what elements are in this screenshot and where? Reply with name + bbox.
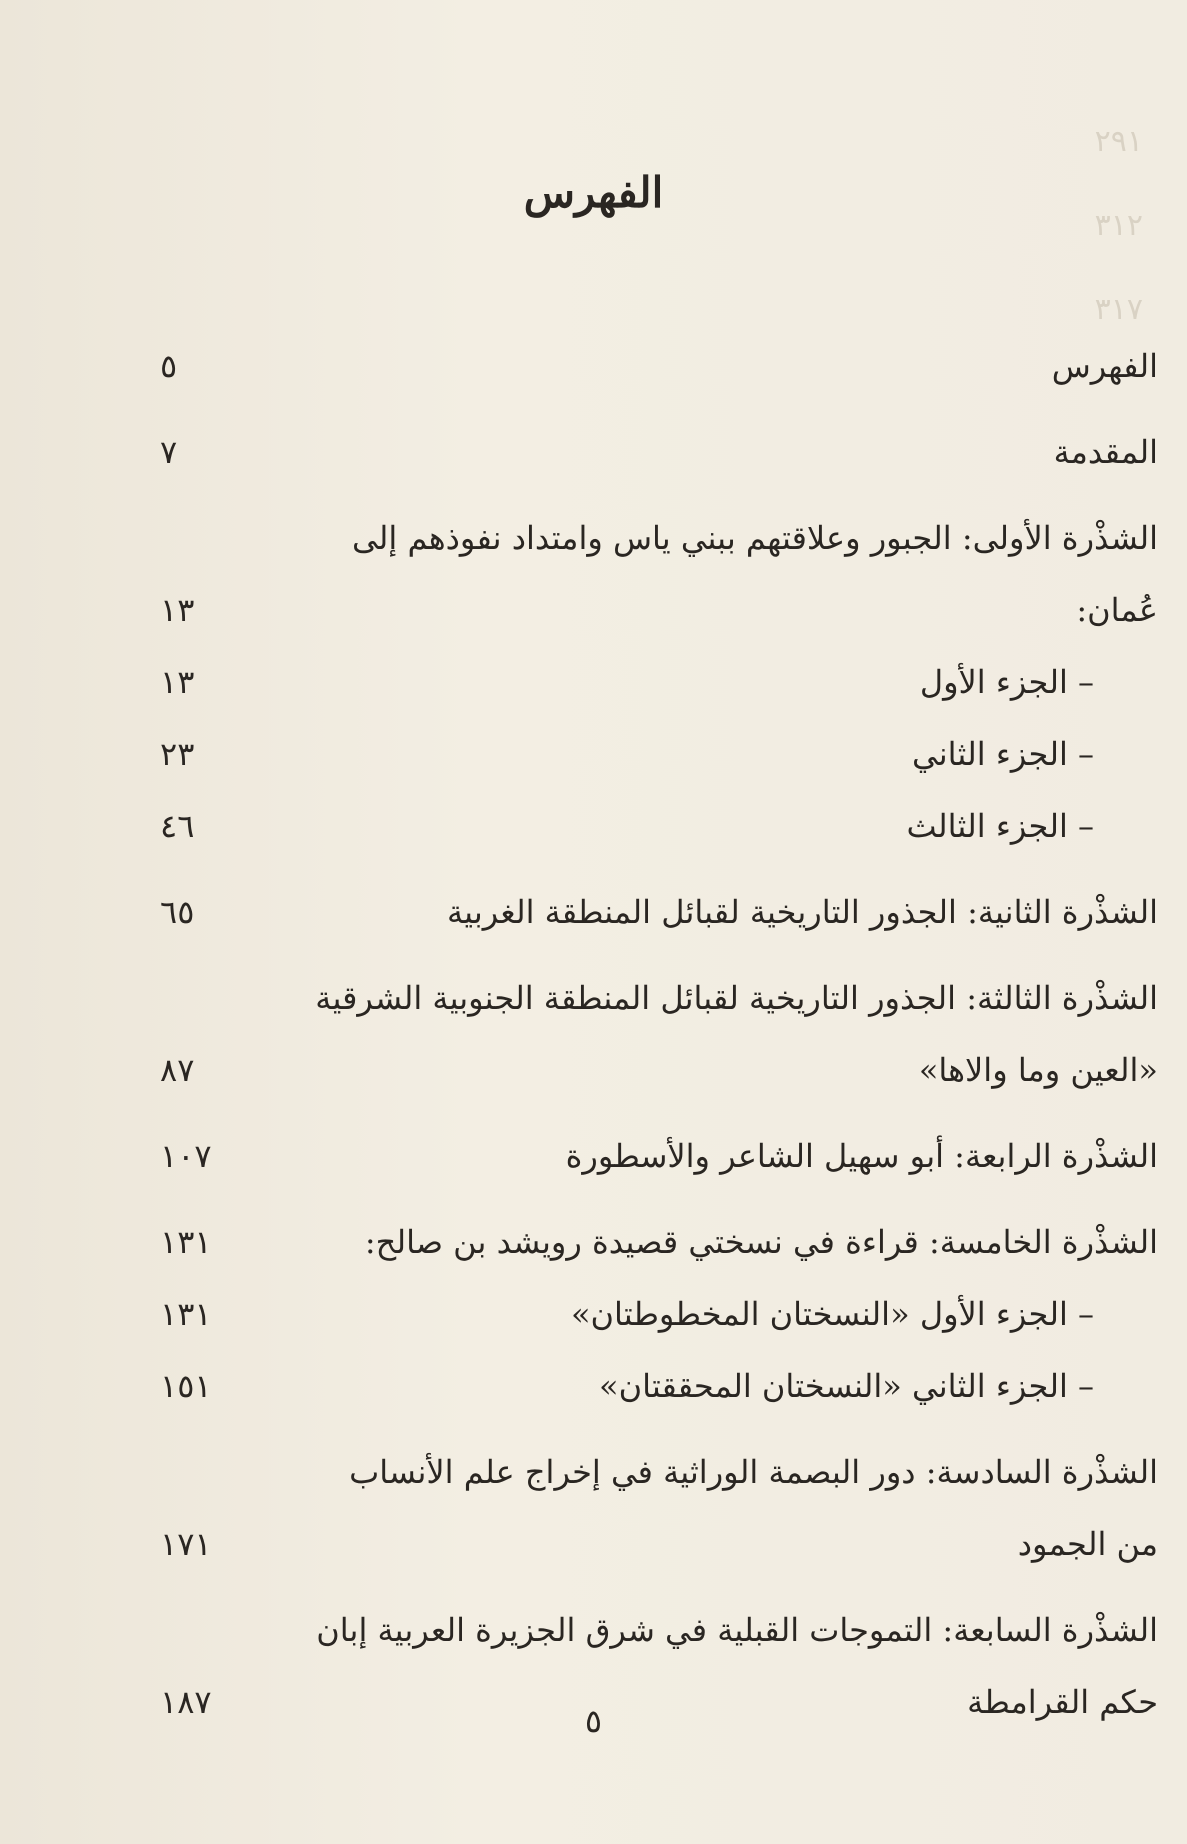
toc-entry-label: – الجزء الثاني «النسختان المحققتان» <box>599 1350 1158 1422</box>
toc-entry-chapter-2[interactable] <box>160 876 1158 948</box>
toc-subentry-1-part-1[interactable] <box>160 646 1158 718</box>
toc-entry-label: – الجزء الثاني <box>912 718 1158 790</box>
toc-entry-label: الفهرس <box>1051 347 1158 385</box>
toc-entry-label: – الجزء الأول «النسختان المخطوطتان» <box>571 1278 1158 1350</box>
toc-page-number: ١٣١ <box>160 1295 212 1333</box>
toc-page-number: ١٣ <box>160 663 195 701</box>
bleed-through-line: ٢٩١ <box>1094 124 1143 159</box>
toc-page-number: ١٣١ <box>160 1223 212 1261</box>
toc-entry-label: الشذْرة الخامسة: قراءة في نسختي قصيدة رويشد بن صالح: <box>364 1223 1158 1261</box>
toc-entry-label: المقدمة <box>1053 433 1158 471</box>
toc-page-number: ١٨٧ <box>160 1683 212 1721</box>
toc-page-number: ٥ <box>160 347 178 385</box>
toc-entry-chapter-3[interactable] <box>160 962 1158 1106</box>
toc-page-number: ١٥١ <box>160 1367 212 1405</box>
page-folio-number: ٥ <box>584 1702 603 1740</box>
toc-entry-index[interactable] <box>160 330 1158 402</box>
toc-subentry-5-part-2[interactable] <box>160 1350 1158 1422</box>
toc-entry-chapter-4[interactable] <box>160 1120 1158 1192</box>
toc-subentry-1-part-3[interactable] <box>160 790 1158 862</box>
toc-entry-label: الشذْرة السادسة: دور البصمة الوراثية في إخراج علم الأنساب من الجمود <box>349 1453 1158 1563</box>
toc-entry-label: الشذْرة الثالثة: الجذور التاريخية لقبائل المنطقة الجنوبية الشرقية «العين وما والاها» <box>315 979 1158 1089</box>
toc-entry-introduction[interactable] <box>160 416 1158 488</box>
table-of-contents <box>160 330 1158 1738</box>
toc-entry-chapter-5[interactable] <box>160 1206 1158 1278</box>
toc-entry-label: – الجزء الثالث <box>906 790 1158 862</box>
toc-entry-label: الشذْرة الرابعة: أبو سهيل الشاعر والأسطورة <box>565 1137 1158 1175</box>
toc-page-number: ٤٦ <box>160 807 195 845</box>
toc-subentry-5-part-1[interactable] <box>160 1278 1158 1350</box>
toc-entry-label: الشذْرة السابعة: التموجات القبلية في شرق الجزيرة العربية إبان حكم القرامطة <box>316 1611 1158 1721</box>
toc-page-number: ٨٧ <box>160 1051 195 1089</box>
toc-page-number: ١٧١ <box>160 1525 212 1563</box>
bleed-through-line: ٣١٧ <box>1094 292 1143 327</box>
toc-page-number: ٢٣ <box>160 735 195 773</box>
toc-subentry-1-part-2[interactable] <box>160 718 1158 790</box>
toc-page-number: ١٠٧ <box>160 1137 212 1175</box>
toc-entry-label: – الجزء الأول <box>920 646 1158 718</box>
toc-page-number: ١٣ <box>160 591 195 629</box>
toc-page-number: ٦٥ <box>160 893 195 931</box>
toc-entry-chapter-1[interactable] <box>160 502 1158 646</box>
toc-entry-label: الشذْرة الأولى: الجبور وعلاقتهم ببني ياس وامتداد نفوذهم إلى عُمان: <box>352 519 1158 629</box>
toc-entry-chapter-6[interactable] <box>160 1436 1158 1580</box>
toc-entry-label: الشذْرة الثانية: الجذور التاريخية لقبائل المنطقة الغربية <box>447 893 1158 931</box>
bleed-through-line: ٣١٢ <box>1094 208 1143 243</box>
page-title: الفهرس <box>523 168 664 217</box>
toc-page-number: ٧ <box>160 433 178 471</box>
bleed-through-text <box>1095 100 1143 352</box>
